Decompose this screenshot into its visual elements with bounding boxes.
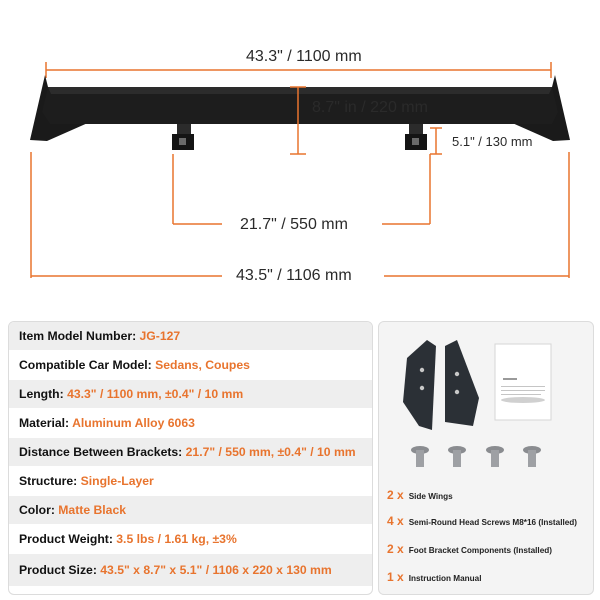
part-item-screws [387,512,577,530]
part-quantity: 4 x [387,514,404,528]
wing-height-label: 8.7" in / 220 mm [312,99,428,116]
side-wing-plates-image [403,340,479,430]
specifications-table [8,321,373,595]
spec-label: Distance Between Brackets: [19,445,186,459]
part-quantity: 2 x [387,488,404,502]
part-item-foot-brackets [387,540,552,558]
total-length-label: 43.3" / 1100 mm [246,48,362,65]
spec-value: 3.5 lbs / 1.61 kg, ±3% [116,532,237,546]
spec-row-model [9,322,372,351]
spec-label: Compatible Car Model: [19,358,156,372]
bracket-distance-label: 21.7" / 550 mm [240,216,348,233]
stand-height-dimension-line [430,128,442,154]
screws-image [411,446,541,467]
spec-value: 43.5" x 8.7" x 5.1" / 1106 x 220 x 130 mm [100,563,332,577]
spec-value: JG-127 [139,329,181,343]
spec-label: Length: [19,387,68,401]
spec-label: Product Weight: [19,532,117,546]
spec-row-structure [9,467,372,496]
spec-row-material [9,409,372,438]
spec-label: Color: [19,503,59,517]
spec-value: 21.7" / 550 mm, ±0.4" / 10 mm [185,445,356,459]
spec-value: Sedans, Coupes [155,358,250,372]
spec-label: Material: [19,416,73,430]
overall-width-dimension-line [31,152,569,278]
part-label: Semi-Round Head Screws M8*16 (Installed) [408,518,578,527]
spec-label: Product Size: [19,563,101,577]
part-item-side-wings [387,486,453,504]
spec-row-weight [9,525,372,554]
part-quantity: 1 x [387,570,404,584]
instruction-manual-image [495,344,551,420]
part-item-manual [387,568,481,586]
spec-label: Item Model Number: [19,329,140,343]
part-label: Foot Bracket Components (Installed) [408,546,552,555]
spec-row-length [9,380,372,409]
bracket-distance-dimension-line [173,154,430,224]
stand-height-label: 5.1" / 130 mm [452,134,533,149]
spec-row-color [9,496,372,525]
spec-row-compatible-car [9,351,372,380]
spec-value: Single-Layer [80,474,154,488]
parts-illustration [379,322,593,482]
part-label: Side Wings [408,492,453,501]
overall-width-label: 43.5" / 1106 mm [236,267,352,284]
spec-label: Structure: [19,474,81,488]
spec-value: Matte Black [58,503,126,517]
package-contents-panel [378,321,594,595]
spec-row-bracket-distance [9,438,372,467]
spec-value: 43.3" / 1100 mm, ±0.4" / 10 mm [67,387,244,401]
spec-value: Aluminum Alloy 6063 [72,416,195,430]
part-quantity: 2 x [387,542,404,556]
part-label: Instruction Manual [408,574,482,583]
spec-row-size [9,554,372,587]
